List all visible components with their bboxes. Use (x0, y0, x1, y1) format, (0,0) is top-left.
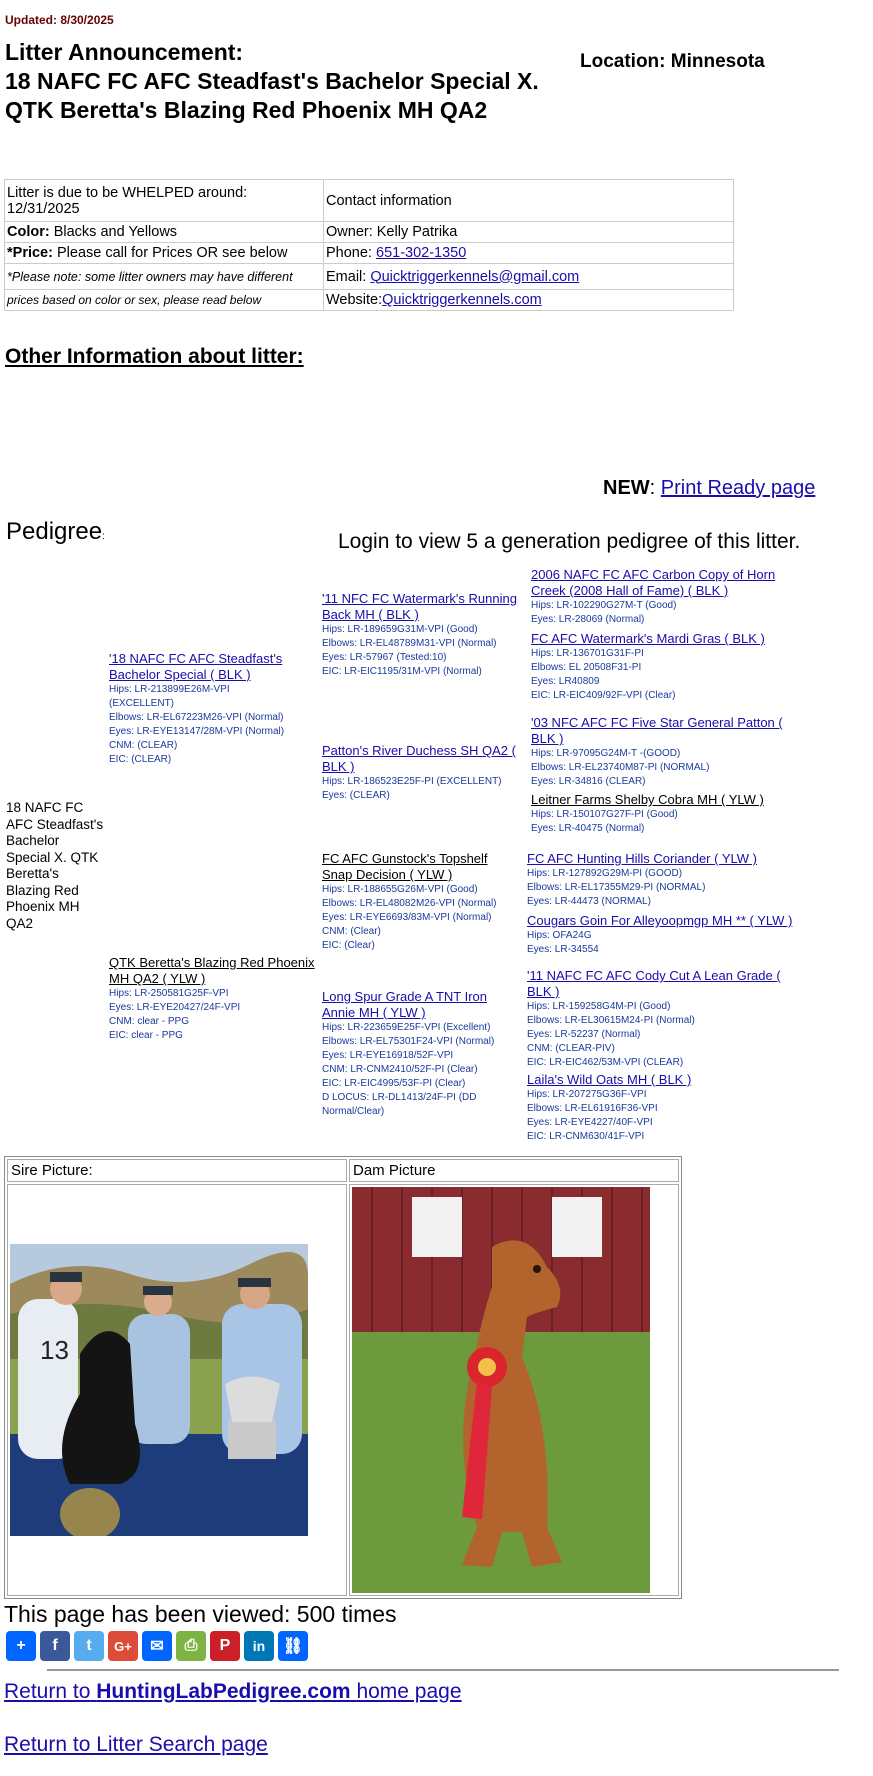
gen3-link-2[interactable]: FC AFC Watermark's Mardi Gras ( BLK ) (531, 631, 765, 646)
login-notice: Login to view 5 a generation pedigree of this litter. (338, 530, 801, 553)
price-row: *Price: Please call for Prices OR see below (5, 243, 324, 264)
gen2-link-3[interactable]: FC AFC Gunstock's Topshelf Snap Decision ( YLW ) (322, 851, 488, 882)
sire-photo (10, 1244, 308, 1536)
owner: Owner: Kelly Patrika (324, 222, 734, 243)
contact-heading: Contact information (324, 180, 734, 222)
website-row: Website:Quicktriggerkennels.com (324, 290, 734, 311)
dam-picture-label: Dam Picture (349, 1159, 679, 1182)
gen3-link-1[interactable]: 2006 NAFC FC AFC Carbon Copy of Horn Creek (2008 Hall of Fame) ( BLK ) (531, 567, 776, 598)
dam-photo (352, 1187, 650, 1593)
litter-info-table (4, 179, 734, 311)
print-ready-link[interactable]: Print Ready page (660, 477, 816, 499)
other-info-heading: Other Information about litter: (5, 345, 304, 368)
gen3-link-7[interactable]: '11 NAFC FC AFC Cody Cut A Lean Grade ( BLK ) (527, 968, 781, 999)
color-row: Color: Blacks and Yellows (5, 222, 324, 243)
granddam-maternal: Long Spur Grade A TNT Iron Annie MH ( YLW ) Hips: LR-223659E25F-VPI (Excellent) Elbows: LR-EL75301F24-VPI (Normal) Eyes: LR-EYE16918/52F-VPI CNM: LR-CNM2410/52F-PI (Clear) EIC: LR-EIC4995/53F-PI (Clear) D LOCUS: LR-DL1413/24F-PI (DD Normal/Clear) (322, 989, 520, 1119)
share-bar (6, 1631, 308, 1661)
return-home-row (4, 1680, 462, 1704)
email-row: Email: Quicktriggerkennels@gmail.com (324, 264, 734, 290)
whelp-date: Litter is due to be WHELPED around: 12/31/2025 (5, 180, 324, 222)
facebook-icon[interactable]: f (40, 1631, 70, 1661)
gen3-link-8[interactable]: Laila's Wild Oats MH ( BLK ) (527, 1072, 692, 1087)
gen3-entry-3: '03 NFC AFC FC Five Star General Patton ( BLK ) Hips: LR-97095G24M-T -(GOOD) Elbows: LR-EL23740M87-PI (NORMAL) Eyes: LR-34816 (CLEAR) (531, 715, 786, 789)
sire-entry: '18 NAFC FC AFC Steadfast's Bachelor Special ( BLK ) Hips: LR-213899E26M-VPI (EXCELLENT) Elbows: LR-EL67223M26-VPI (Normal) Eyes: LR-EYE13147/28M-VPI (Normal) CNM: (CLEAR) EIC: (CLEAR) (109, 651, 294, 767)
return-home-link[interactable]: Return to HuntingLabPedigree.com home page (4, 1680, 462, 1703)
dam-picture-cell (349, 1184, 679, 1596)
email-icon[interactable]: ✉ (142, 1631, 172, 1661)
gen2-link-1[interactable]: '11 NFC FC Watermark's Running Back MH ( BLK ) (322, 591, 517, 622)
granddam-paternal: Patton's River Duchess SH QA2 ( BLK ) Hips: LR-186523E25F-PI (EXCELLENT) Eyes: (CLEAR) (322, 743, 520, 803)
title-line-3: QTK Beretta's Blazing Red Phoenix MH QA2 (5, 97, 488, 123)
grandsire-maternal: FC AFC Gunstock's Topshelf Snap Decision ( YLW ) Hips: LR-188655G26M-VPI (Good) Elbows: LR-EL48082M26-VPI (Normal) Eyes: LR-EYE6693/83M-VPI (Normal) CNM: (Clear) EIC: (Clear) (322, 851, 520, 953)
sire-link[interactable]: '18 NAFC FC AFC Steadfast's Bachelor Special ( BLK ) (109, 651, 283, 682)
svg-text:13: 13 (40, 1335, 69, 1365)
link-icon[interactable]: ⛓ (278, 1631, 308, 1661)
updated-date: Updated: 8/30/2025 (5, 13, 114, 27)
twitter-icon[interactable]: t (74, 1631, 104, 1661)
gen3-link-5[interactable]: FC AFC Hunting Hills Coriander ( YLW ) (527, 851, 757, 866)
new-label: NEW (603, 477, 650, 499)
gen3-link-4[interactable]: Leitner Farms Shelby Cobra MH ( YLW ) (531, 792, 764, 807)
page-title (5, 38, 585, 125)
view-counter: This page has been viewed: 500 times (4, 1601, 397, 1627)
return-search-row (4, 1733, 268, 1757)
gen3-entry-7: '11 NAFC FC AFC Cody Cut A Lean Grade ( BLK ) Hips: LR-159258G4M-PI (Good) Elbows: LR-EL30615M24-PI (Normal) Eyes: LR-52237 (Normal) CNM: (CLEAR-PIV) EIC: LR-EIC462/53M-VPI (CLEAR) (527, 968, 787, 1070)
gen3-entry-8: Laila's Wild Oats MH ( BLK ) Hips: LR-207275G36F-VPI Elbows: LR-EL61916F36-VPI Eyes: LR-EYE4227/40F-VPI EIC: LR-CNM630/41F-VPI (527, 1072, 787, 1144)
print-ready-row: NEW: Print Ready page (603, 477, 816, 499)
gen3-entry-5: FC AFC Hunting Hills Coriander ( YLW ) Hips: LR-127892G29M-PI (GOOD) Elbows: LR-EL17355M29-PI (NORMAL) Eyes: LR-44473 (NORMAL) (527, 851, 787, 909)
gen3-entry-2: FC AFC Watermark's Mardi Gras ( BLK ) Hips: LR-136701G31F-PI Elbows: EL 20508F31-PI Eyes: LR40809 EIC: LR-EIC409/92F-VPI (Clear) (531, 631, 786, 703)
gen3-entry-1: 2006 NAFC FC AFC Carbon Copy of Horn Creek (2008 Hall of Fame) ( BLK ) Hips: LR-102290G27M-T (Good) Eyes: LR-28069 (Normal) (531, 567, 786, 627)
google-plus-icon[interactable]: G+ (108, 1631, 138, 1661)
website-link[interactable]: Quicktriggerkennels.com (382, 292, 542, 308)
divider (47, 1669, 839, 1671)
return-search-link[interactable]: Return to Litter Search page (4, 1733, 268, 1756)
print-icon[interactable]: ⎙ (176, 1631, 206, 1661)
pinterest-icon[interactable]: P (210, 1631, 240, 1661)
dam-entry: QTK Beretta's Blazing Red Phoenix MH QA2 ( YLW ) Hips: LR-250581G25F-VPI Eyes: LR-EYE20427/24F-VPI CNM: clear - PPG EIC: clear - PPG (109, 955, 319, 1043)
plus-icon[interactable]: + (6, 1631, 36, 1661)
price-note-2: prices based on color or sex, please read below (5, 290, 324, 311)
gen2-link-4[interactable]: Long Spur Grade A TNT Iron Annie MH ( YLW ) (322, 989, 488, 1020)
litter-name: 18 NAFC FC AFC Steadfast's Bachelor Special X. QTK Beretta's Blazing Red Phoenix MH QA2 (6, 800, 104, 931)
gen3-entry-4: Leitner Farms Shelby Cobra MH ( YLW ) Hips: LR-150107G27F-PI (Good) Eyes: LR-40475 (Normal) (531, 792, 786, 836)
pedigree-heading: Pedigree: (6, 518, 105, 545)
price-note-1: *Please note: some litter owners may have different (5, 264, 324, 290)
gen3-link-3[interactable]: '03 NFC AFC FC Five Star General Patton ( BLK ) (531, 715, 783, 746)
phone-row: Phone: 651-302-1350 (324, 243, 734, 264)
phone-link[interactable]: 651-302-1350 (376, 245, 467, 261)
title-line-2: 18 NAFC FC AFC Steadfast's Bachelor Special X. (5, 68, 539, 94)
gen2-link-2[interactable]: Patton's River Duchess SH QA2 ( BLK ) (322, 743, 516, 774)
title-line-1: Litter Announcement: (5, 39, 244, 65)
gen3-link-6[interactable]: Cougars Goin For Alleyoopmgp MH ** ( YLW ) (527, 913, 793, 928)
email-link[interactable]: Quicktriggerkennels@gmail.com (370, 268, 580, 285)
grandsire-paternal: '11 NFC FC Watermark's Running Back MH ( BLK ) Hips: LR-189659G31M-VPI (Good) Elbows: LR-EL48789M31-VPI (Normal) Eyes: LR-57967 (Tested:10) EIC: LR-EIC1195/31M-VPI (Normal) (322, 591, 520, 679)
sire-picture-label: Sire Picture: (7, 1159, 347, 1182)
gen3-entry-6: Cougars Goin For Alleyoopmgp MH ** ( YLW ) Hips: OFA24G Eyes: LR-34554 (527, 913, 807, 957)
dam-link[interactable]: QTK Beretta's Blazing Red Phoenix MH QA2 ( YLW ) (109, 955, 315, 986)
pictures-table (4, 1156, 682, 1599)
linkedin-icon[interactable]: in (244, 1631, 274, 1661)
location: Location: Minnesota (580, 51, 765, 72)
sire-picture-cell (7, 1184, 347, 1596)
